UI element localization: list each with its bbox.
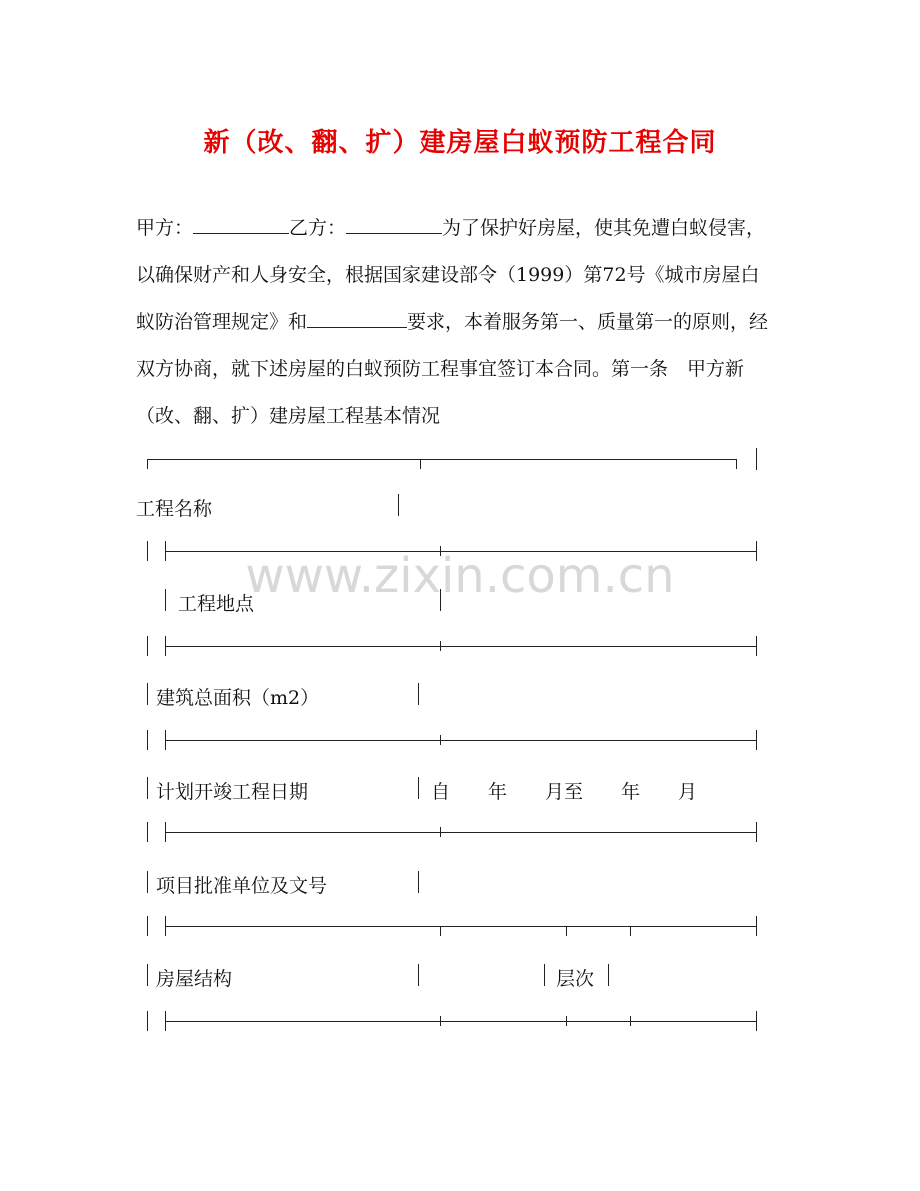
table-divider — [418, 964, 419, 986]
schedule-value[interactable]: 自 年 月至 年 月 — [431, 781, 698, 803]
intro-text-1: 为了保护好房屋，使其免遭白蚁侵害，以确保财产和人身安全，根据国家建设部令（1999）第72号《城市房屋白蚁防治管理规定》和 — [136, 217, 766, 333]
schedule-label: 计划开竣工程日期 — [156, 781, 309, 803]
regulation-blank[interactable] — [307, 307, 407, 328]
table-divider — [147, 683, 148, 705]
approval-label: 项目批准单位及文号 — [156, 875, 328, 897]
intro-paragraph — [136, 205, 776, 440]
table-divider — [418, 777, 419, 799]
party-a-blank[interactable] — [193, 213, 289, 234]
party-b-label: 乙方： — [289, 217, 347, 239]
table-divider — [165, 589, 166, 611]
table-divider — [398, 494, 399, 516]
project-name-label: 工程名称 — [136, 498, 213, 520]
party-a-label: 甲方： — [136, 217, 194, 239]
project-location-label: 工程地点 — [178, 593, 255, 615]
building-area-label: 建筑总面积（m2） — [156, 687, 320, 709]
table-divider — [608, 964, 609, 986]
floors-label: 层次 — [556, 968, 595, 990]
watermark: www.zixin.com.cn — [245, 548, 675, 604]
table-divider — [418, 683, 419, 705]
structure-label: 房屋结构 — [156, 968, 233, 990]
party-b-blank[interactable] — [346, 213, 442, 234]
intro-text-2: 要求，本着服务第一、质量第一的原则，经双方协商，就下述房屋的白蚁预防工程事宜签订本合同。第一条 甲方新（改、翻、扩）建房屋工程基本情况 — [136, 311, 769, 427]
document-title: 新（改、翻、扩）建房屋白蚁预防工程合同 — [203, 128, 717, 158]
table-divider — [147, 964, 148, 986]
table-divider — [147, 871, 148, 893]
table-divider — [418, 871, 419, 893]
table-divider — [440, 589, 441, 611]
table-divider — [147, 777, 148, 799]
table-divider — [544, 964, 545, 986]
